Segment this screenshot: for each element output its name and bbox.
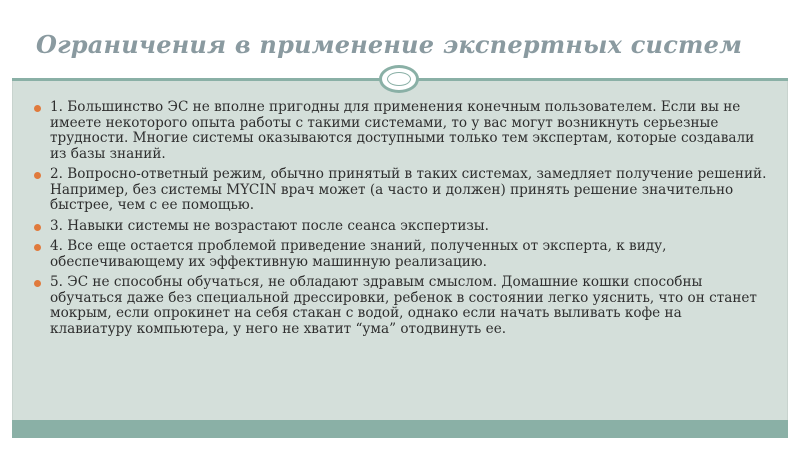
list-item-text: 1. Большинство ЭС не вполне пригодны для применения конечным пользователем. Если вы не имеете некоторого опыта работы с такими системами, то у вас могут возникнуть серьезные трудности. Многие системы оказываются доступными только тем экспертам, которые создавали из базы знаний. [50, 99, 755, 162]
ornament-ring-icon [379, 65, 419, 93]
bullet-dot-icon [34, 244, 41, 251]
list-item-4 [28, 239, 768, 270]
bullet-dot-icon [34, 172, 41, 179]
list-item-2 [28, 167, 768, 214]
bullet-dot-icon [34, 280, 41, 287]
bullet-dot-icon [34, 224, 41, 231]
list-item-text: 4. Все еще остается проблемой приведение знаний, полученных от эксперта, к виду, обеспечивающему их эффективную машинную реализацию. [50, 238, 667, 270]
list-item-text: 2. Вопросно-ответный режим, обычно принятый в таких системах, замедляет получение решений. Например, без системы MYCIN врач может (а часто и должен) принять решение значительно быстрее, чем с ее помощью. [50, 166, 767, 213]
slide-title: Ограничения в применение экспертных систем [36, 30, 743, 59]
slide-frame [12, 12, 788, 438]
ornament-inner-ring [387, 72, 411, 86]
bullet-list [28, 100, 768, 342]
bullet-dot-icon [34, 105, 41, 112]
list-item-text: 3. Навыки системы не возрастают после сеанса экспертизы. [50, 217, 489, 234]
list-item-text: 5. ЭС не способны обучаться, не обладают здравым смыслом. Домашние кошки способны обучаться даже без специальной дрессировки, ребенок в состоянии легко уяснить, что он станет мокрым, если опрокинет на себя стакан с водой, однако если начать выливать кофе на клавиатуру компьютера, у него не хватит “ума” отодвинуть ее. [50, 274, 757, 337]
list-item-5 [28, 275, 768, 337]
list-item-3 [28, 219, 768, 235]
bottom-band [12, 420, 788, 438]
list-item-1 [28, 100, 768, 162]
